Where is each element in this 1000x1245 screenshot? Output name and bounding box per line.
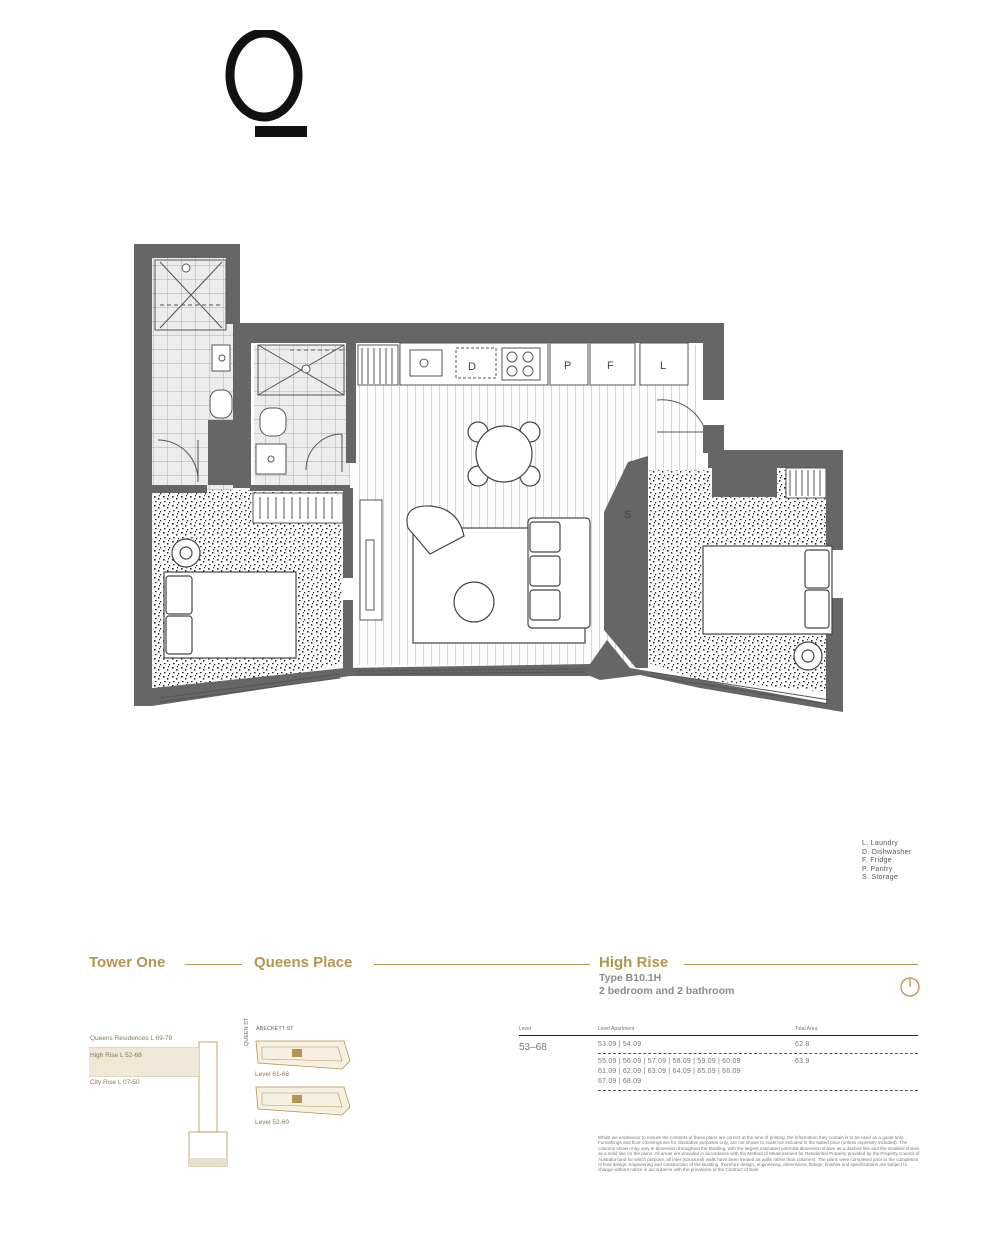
table-row-divider [598,1090,918,1091]
table-row-apartments: 67.09 | 68.09 [598,1078,642,1085]
table-row-apartments: 53.09 | 54.09 [598,1041,642,1048]
level-band-high-rise: High Rise L 52-68 [90,1052,142,1059]
tower-title: Tower One [89,954,166,971]
table-row-area: 62.8 [795,1041,810,1048]
apartment-rooms: 2 bedroom and 2 bathroom [599,985,735,997]
divider [684,964,918,965]
level-band-queens-residences: Queens Residences L 69-79 [90,1035,173,1042]
plan-legend [862,840,911,883]
legend-item: F. Fridge [862,857,892,865]
table-row-area: 63.9 [795,1058,810,1065]
tower-diagram [89,1030,229,1170]
dining-set [468,422,540,486]
label-storage: S [624,509,632,521]
legend-item: S. Storage [862,874,899,882]
divider [185,964,242,965]
table-row-apartments: 61.09 | 62.09 | 63.09 | 64.09 | 65.09 | 66.09 [598,1068,741,1075]
label-dishwasher: D [468,361,476,373]
keyplan-street-top: ABECKETT ST [256,1026,294,1032]
tv [366,540,374,610]
rise-title: High Rise [599,954,669,971]
place-title: Queens Place [254,954,353,971]
keyplan-graphics [252,1035,352,1125]
keyplan-street-side: QUEEN ST [244,1017,250,1046]
legend-item: D. Dishwasher [862,848,912,856]
table-header-apartment: Level Apartment [598,1026,635,1032]
compass-icon [899,976,921,998]
keyplan-label: Level 61-68 [255,1071,289,1078]
label-fridge: F [607,360,614,372]
table-row-divider [598,1053,918,1054]
divider [374,964,590,965]
label-pantry: P [564,360,572,372]
table-level: 53–68 [519,1042,547,1053]
table-row-apartments: 55.09 | 56.09 | 57.09 | 58.09 | 59.09 | 60.09 [598,1058,741,1065]
bedroom-2-wardrobe [786,468,826,498]
apartment-type: Type B10.1H [599,972,662,984]
label-laundry: L [660,360,667,372]
disclaimer-text: Whilst we endeavour to ensure the contents of these plans are correct at the time of printing, the information they contain is to be used as a guide only. Furnishings and floor coverings are for illustrative purposes only, are not shown to scale nor included in the stated price (unless expressly included). The columns shown may vary in dimension throughout the Building, with the largest estimated potential dimension shown as a dashed line and the smallest shown as a solid line on the plans. All areas are provided in accordance with the Method of Measurement for Residential Property provided by the Property Council of Australia (and for which purpose, all inter (structural) walls have been treated as walls rather than columns). The plans were completed prior to the completion of final design, engineering and construction of the Building, therefore design, engineering, dimensions, fittings, finishes and specifications are subject to change without notice in accordance with the provisions of the Contract of Sale. [598,1135,920,1173]
table-header-area: Total Area [795,1026,818,1032]
table-header-level: Level [519,1026,531,1032]
legend-item: P. Pantry [862,865,893,873]
table-rule [519,1035,918,1036]
keyplan-label: Level 52-60 [255,1119,289,1126]
bedroom-1-wardrobe [253,493,343,523]
legend-item: L. Laundry [862,840,899,847]
level-band-city-rise: City Rise L 07-50 [90,1079,140,1086]
